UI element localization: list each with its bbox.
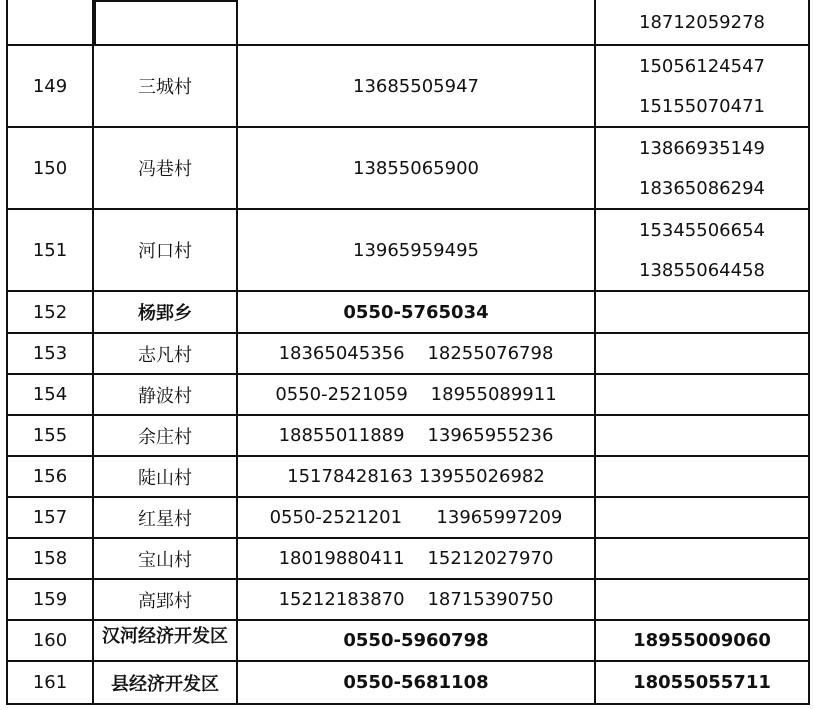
office-phone: 13855065900 [238, 128, 596, 208]
office-phone: 15178428163 13955026982 [238, 457, 596, 496]
row-number: 158 [6, 539, 94, 578]
mobile-number: 18712059278 [639, 11, 765, 33]
office-phone: 18019880411 15212027970 [238, 539, 596, 578]
office-phone: 13965959495 [238, 210, 596, 290]
mobile-phones [596, 375, 810, 414]
office-phone: 18855011889 13965955236 [238, 416, 596, 455]
table-row [6, 539, 810, 580]
mobile-phones [596, 498, 810, 537]
mobile-number: 13866935149 [639, 137, 765, 159]
unit-name: 三城村 [94, 46, 238, 126]
mobile-number: 18055055711 [633, 672, 771, 693]
table-row [6, 662, 810, 705]
row-number: 153 [6, 334, 94, 373]
office-phone: 0550-5681108 [238, 662, 596, 703]
unit-name: 杨郢乡 [94, 292, 238, 332]
table-row [6, 292, 810, 334]
unit-name: 余庄村 [94, 416, 238, 455]
table-row [6, 498, 810, 539]
mobile-number: 15155070471 [639, 95, 765, 117]
mobile-phones [596, 0, 810, 44]
table-row [6, 621, 810, 662]
unit-name: 志凡村 [94, 334, 238, 373]
office-phone: 13685505947 [238, 46, 596, 126]
table-row [6, 0, 810, 46]
mobile-phones [596, 457, 810, 496]
row-number: 152 [6, 292, 94, 332]
office-phone: 0550-5765034 [238, 292, 596, 332]
unit-name: 高郢村 [94, 580, 238, 619]
row-number [6, 0, 94, 44]
office-phone: 0550-2521059 18955089911 [238, 375, 596, 414]
mobile-number: 15056124547 [639, 55, 765, 77]
office-phone: 15212183870 18715390750 [238, 580, 596, 619]
unit-name: 河口村 [94, 210, 238, 290]
row-number: 159 [6, 580, 94, 619]
table-row [6, 416, 810, 457]
mobile-phones [596, 416, 810, 455]
table-row [6, 457, 810, 498]
mobile-phones [596, 128, 810, 208]
mobile-number: 15345506654 [639, 219, 765, 241]
table-row [6, 210, 810, 292]
mobile-phones [596, 210, 810, 290]
mobile-number: 18365086294 [639, 177, 765, 199]
office-phone [238, 0, 596, 44]
office-phone: 18365045356 18255076798 [238, 334, 596, 373]
mobile-phones [596, 292, 810, 332]
office-phone: 0550-5960798 [238, 621, 596, 660]
mobile-number: 13855064458 [639, 259, 765, 281]
mobile-phones [596, 539, 810, 578]
office-phone: 0550-2521201 13965997209 [238, 498, 596, 537]
unit-name: 静波村 [94, 375, 238, 414]
table-row [6, 128, 810, 210]
contact-table [6, 0, 810, 705]
unit-name: 汉河经济开发区 [94, 621, 238, 660]
table-row [6, 334, 810, 375]
mobile-phones [596, 334, 810, 373]
row-number: 161 [6, 662, 94, 703]
row-number: 154 [6, 375, 94, 414]
row-number: 157 [6, 498, 94, 537]
table-row [6, 46, 810, 128]
unit-name: 红星村 [94, 498, 238, 537]
mobile-phones [596, 662, 810, 703]
unit-name [94, 0, 238, 44]
unit-name: 陡山村 [94, 457, 238, 496]
unit-name: 宝山村 [94, 539, 238, 578]
mobile-phones [596, 580, 810, 619]
row-number: 149 [6, 46, 94, 126]
unit-name: 冯巷村 [94, 128, 238, 208]
row-number: 150 [6, 128, 94, 208]
mobile-phones [596, 621, 810, 660]
table-row [6, 375, 810, 416]
unit-name: 县经济开发区 [94, 662, 238, 703]
row-number: 156 [6, 457, 94, 496]
row-number: 151 [6, 210, 94, 290]
mobile-phones [596, 46, 810, 126]
table-row [6, 580, 810, 621]
row-number: 155 [6, 416, 94, 455]
mobile-number: 18955009060 [633, 630, 771, 651]
row-number: 160 [6, 621, 94, 660]
